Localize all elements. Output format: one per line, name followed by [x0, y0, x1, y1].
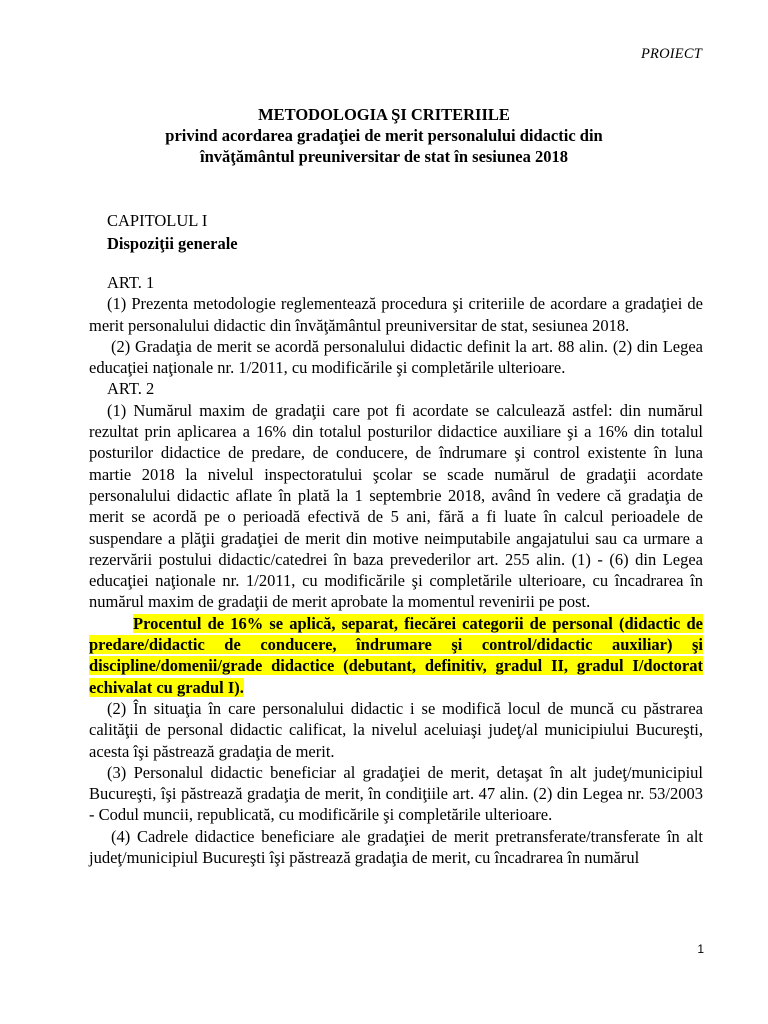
title-line-3: învăţământul preuniversitar de stat în sesiunea 2018 — [200, 147, 568, 166]
title-line-2: privind acordarea gradaţiei de merit personalului didactic din — [165, 126, 603, 145]
art2-paragraph-1: (1) Numărul maxim de gradaţii care pot fi acordate se calculează astfel: din numărul rezultat prin aplicarea a 16% din totalul posturilor didactice auxiliare şi a 16% din totalul posturilor didactice de predare, de conducere, de îndrumare şi control existente în luna martie 2018 la nivelul inspectoratului şcolar se scade numărul de gradaţii acordate personalului didactic aflate în plată la 1 septembrie 2018, având în vedere că gradaţia de merit se acordă pe o perioadă efectivă de 5 ani, fără a fi luate în calcul perioadele de suspendare a plăţii gradaţiei de merit din motive neimputabile angajatului sau ca urmare a rezervării postului didactic/catedrei în baza prevederilor art. 255 alin. (1) - (6) din Legea educaţiei naţionale nr. 1/2011, cu modificările şi completările ulterioare, cu încadrarea în numărul maxim de gradaţii de merit aprobate la momentul revenirii pe post. — [89, 400, 703, 612]
highlighted-text: Procentul de 16% se aplică, separat, fiecărei categorii de personal (didactic de predare/didactic de conducere, îndrumare şi control/didactic auxiliar) şi discipline/domenii/grade didactice (debutant, definitiv, gradul II, gradul I/doctorat echivalat cu gradul I). — [89, 613, 703, 697]
art2-paragraph-2: (2) În situaţia în care personalului didactic i se modifică locul de muncă cu păstrarea calităţii de personal didactic calificat, la nivelul aceluiaşi judeţ/al municipiului Bucureşti, acesta îşi păstrează gradaţia de merit. — [89, 698, 703, 761]
art2-paragraph-4: (4) Cadrele didactice beneficiare ale gradaţiei de merit pretransferate/transferate în alt judeţ/municipiul Bucureşti îşi păstrează gradaţia de merit, cu încadrarea în numărul — [89, 826, 703, 868]
chapter-name: Dispoziţii generale — [107, 234, 238, 253]
art2-highlighted-paragraph — [89, 613, 703, 698]
title-line-1: METODOLOGIA ŞI CRITERIILE — [258, 105, 510, 124]
page-number: 1 — [697, 942, 704, 956]
art1-paragraph-2: (2) Gradaţia de merit se acordă personalului didactic definit la art. 88 alin. (2) din Legea educaţiei naţionale nr. 1/2011, cu modificările şi completările ulterioare. — [89, 336, 703, 378]
document-title — [0, 104, 768, 167]
chapter-number: CAPITOLUL I — [107, 211, 208, 230]
art1-heading: ART. 1 — [107, 273, 155, 292]
art2-heading: ART. 2 — [107, 379, 155, 399]
art2-paragraph-3: (3) Personalul didactic beneficiar al gradaţiei de merit, detaşat în alt judeţ/municipiul Bucureşti, îşi păstrează gradaţia de merit, în condiţiile art. 47 alin. (2) din Legea nr. 53/2003 - Codul muncii, republicată, cu modificările şi completările ulterioare. — [89, 762, 703, 825]
document-body — [89, 272, 703, 868]
draft-label: PROIECT — [640, 46, 702, 62]
art1-paragraph-1: (1) Prezenta metodologie reglementează procedura şi criteriile de acordare a gradaţiei de merit personalului didactic din învăţământul preuniversitar de stat, sesiunea 2018. — [89, 294, 703, 335]
chapter-heading — [107, 209, 238, 255]
